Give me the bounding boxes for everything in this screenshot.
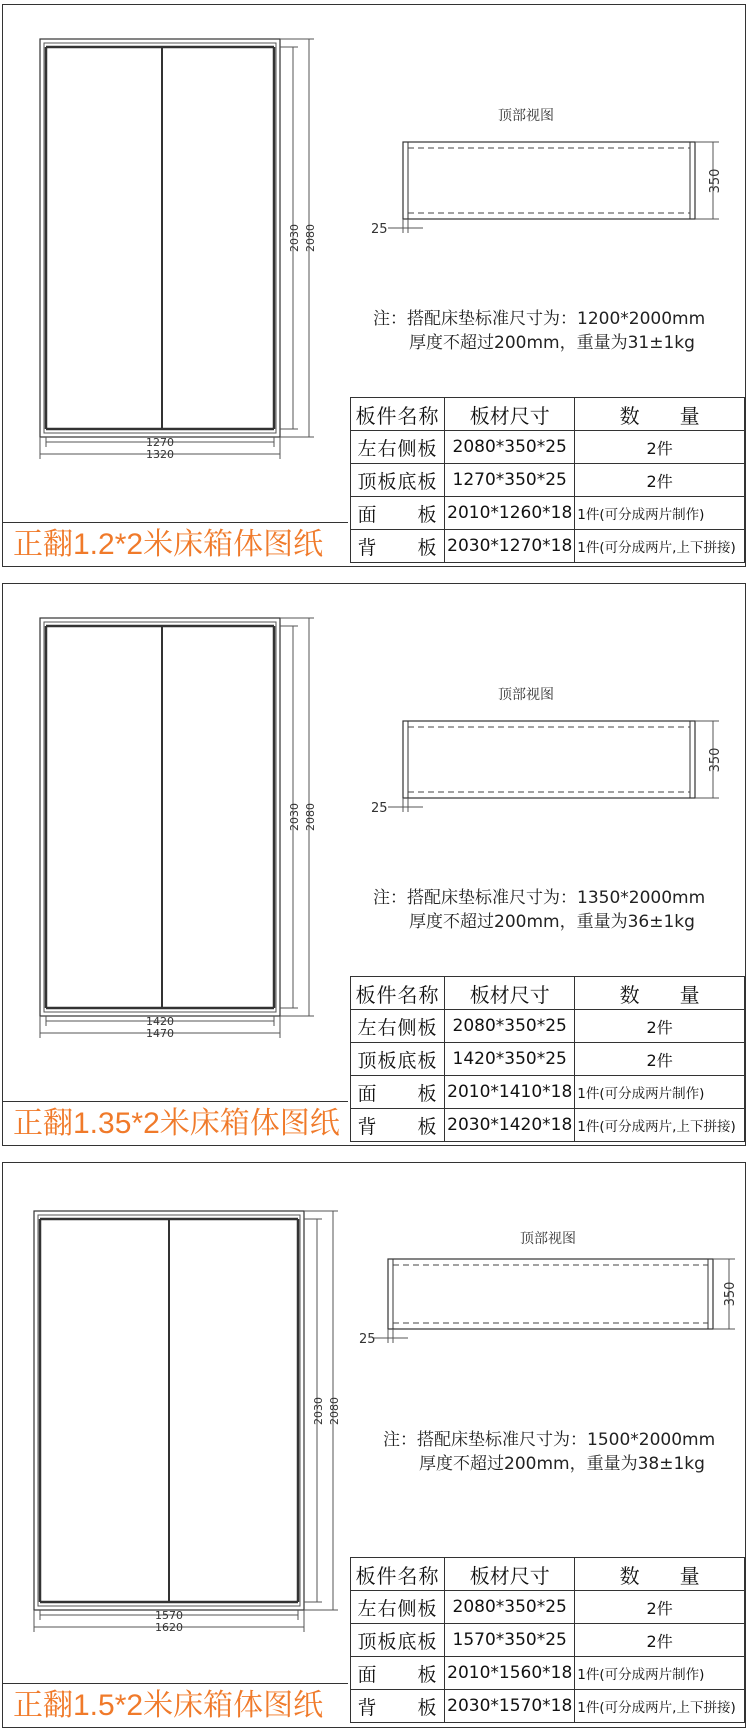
cell-part-name: 面 板	[351, 1076, 445, 1109]
cell-board-size: 2030*1570*18	[445, 1690, 575, 1723]
top-view-label: 顶部视图	[520, 1231, 576, 1247]
dim-inner-height: 2030	[288, 803, 301, 831]
top-view-drawing	[371, 721, 723, 816]
mattress-note	[373, 886, 705, 934]
dim-thickness: 25	[359, 1332, 376, 1347]
table-header-row	[351, 398, 745, 431]
cell-part-name: 面 板	[351, 497, 445, 530]
parts-table	[350, 1557, 745, 1723]
cell-part-name: 面 板	[351, 1657, 445, 1690]
drawing-panel-2	[2, 583, 746, 1146]
cell-quantity: 2件	[575, 431, 745, 464]
dim-thickness: 25	[371, 801, 388, 816]
header-board-size: 板材尺寸	[445, 1558, 575, 1591]
cell-quantity: 1件(可分成两片,上下拼接)	[575, 1690, 745, 1723]
dim-inner-height: 2030	[288, 224, 301, 252]
drawing-panel-1	[2, 4, 746, 567]
dim-depth: 350	[723, 1281, 738, 1307]
cell-board-size: 2010*1260*18	[445, 497, 575, 530]
header-part-name: 板件名称	[351, 977, 445, 1010]
table-row	[351, 431, 745, 464]
cell-part-name: 背 板	[351, 530, 445, 563]
dim-inner-width: 1570	[155, 1609, 183, 1622]
cell-quantity: 2件	[575, 464, 745, 497]
top-view-label: 顶部视图	[498, 108, 554, 124]
parts-table	[350, 976, 745, 1142]
cell-quantity: 1件(可分成两片制作)	[575, 1657, 745, 1690]
mattress-note	[383, 1428, 715, 1476]
cell-board-size: 1270*350*25	[445, 464, 575, 497]
table-row	[351, 464, 745, 497]
table-row	[351, 1076, 745, 1109]
dim-inner-height: 2030	[312, 1397, 325, 1425]
dim-inner-width: 1420	[146, 1015, 174, 1028]
dim-inner-width: 1270	[146, 436, 174, 449]
cell-board-size: 2080*350*25	[445, 1591, 575, 1624]
cell-quantity: 1件(可分成两片,上下拼接)	[575, 1109, 745, 1142]
cell-quantity: 1件(可分成两片制作)	[575, 497, 745, 530]
dim-outer-height: 2080	[304, 224, 317, 252]
table-row	[351, 1043, 745, 1076]
cell-part-name: 顶板底板	[351, 1624, 445, 1657]
panel-title: 正翻1.35*2米床箱体图纸	[3, 1101, 348, 1145]
header-board-size: 板材尺寸	[445, 398, 575, 431]
table-row	[351, 1109, 745, 1142]
drawing-panel-3	[2, 1162, 746, 1728]
cell-part-name: 顶板底板	[351, 464, 445, 497]
dim-depth: 350	[708, 747, 723, 773]
cell-board-size: 2030*1420*18	[445, 1109, 575, 1142]
mattress-note	[373, 307, 705, 355]
note-line-2: 厚度不超过200mm，重量为31±1kg	[409, 333, 695, 353]
cabinet-outer-frame	[40, 618, 280, 1016]
cell-quantity: 2件	[575, 1591, 745, 1624]
cell-part-name: 背 板	[351, 1690, 445, 1723]
table-header-row	[351, 1558, 745, 1591]
table-row	[351, 1591, 745, 1624]
cell-board-size: 1570*350*25	[445, 1624, 575, 1657]
header-board-size: 板材尺寸	[445, 977, 575, 1010]
header-part-name: 板件名称	[351, 398, 445, 431]
note-line-1: 注：搭配床垫标准尺寸为：1500*2000mm	[383, 1430, 716, 1450]
dim-depth: 350	[708, 168, 723, 194]
header-quantity: 数 量	[575, 398, 745, 431]
cabinet-outer-frame	[40, 39, 280, 437]
cell-board-size: 1420*350*25	[445, 1043, 575, 1076]
table-row	[351, 1657, 745, 1690]
panel-title: 正翻1.2*2米床箱体图纸	[3, 522, 348, 566]
cell-board-size: 2080*350*25	[445, 431, 575, 464]
table-row	[351, 1690, 745, 1723]
top-view-drawing	[371, 142, 723, 237]
cell-part-name: 左右侧板	[351, 1010, 445, 1043]
note-line-2: 厚度不超过200mm，重量为38±1kg	[419, 1454, 705, 1474]
cell-part-name: 顶板底板	[351, 1043, 445, 1076]
cell-quantity: 1件(可分成两片制作)	[575, 1076, 745, 1109]
cell-part-name: 背 板	[351, 1109, 445, 1142]
table-row	[351, 1010, 745, 1043]
cell-quantity: 2件	[575, 1043, 745, 1076]
dim-outer-height: 2080	[328, 1397, 341, 1425]
top-view-label: 顶部视图	[498, 687, 554, 703]
cell-board-size: 2010*1560*18	[445, 1657, 575, 1690]
panel-title: 正翻1.5*2米床箱体图纸	[3, 1683, 348, 1727]
table-row	[351, 530, 745, 563]
dim-outer-width: 1470	[146, 1027, 174, 1040]
dim-thickness: 25	[371, 222, 388, 237]
dim-outer-height: 2080	[304, 803, 317, 831]
header-quantity: 数 量	[575, 1558, 745, 1591]
top-view-drawing	[359, 1259, 738, 1347]
note-line-2: 厚度不超过200mm，重量为36±1kg	[409, 912, 695, 932]
header-quantity: 数 量	[575, 977, 745, 1010]
dim-outer-width: 1320	[146, 448, 174, 461]
cell-board-size: 2080*350*25	[445, 1010, 575, 1043]
cell-part-name: 左右侧板	[351, 431, 445, 464]
cell-board-size: 2030*1270*18	[445, 530, 575, 563]
cell-quantity: 1件(可分成两片,上下拼接)	[575, 530, 745, 563]
cell-part-name: 左右侧板	[351, 1591, 445, 1624]
table-header-row	[351, 977, 745, 1010]
cell-quantity: 2件	[575, 1010, 745, 1043]
note-line-1: 注：搭配床垫标准尺寸为：1350*2000mm	[373, 888, 706, 908]
dim-outer-width: 1620	[155, 1621, 183, 1634]
cabinet-inner-frame	[44, 622, 276, 1012]
header-part-name: 板件名称	[351, 1558, 445, 1591]
parts-table	[350, 397, 745, 563]
table-row	[351, 497, 745, 530]
table-row	[351, 1624, 745, 1657]
note-line-1: 注：搭配床垫标准尺寸为：1200*2000mm	[373, 309, 706, 329]
cell-board-size: 2010*1410*18	[445, 1076, 575, 1109]
cabinet-inner-frame	[44, 43, 276, 433]
cell-quantity: 2件	[575, 1624, 745, 1657]
